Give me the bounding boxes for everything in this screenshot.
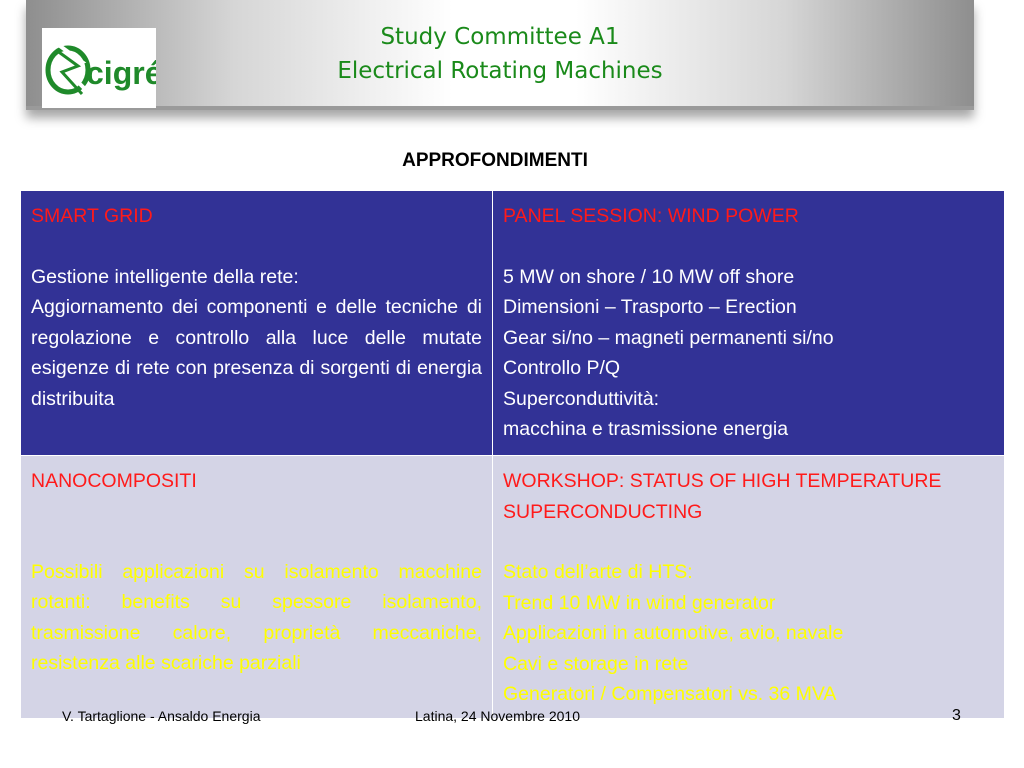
cell-line: Stato dell’arte di HTS: [503,561,693,583]
cell-wind-power [493,191,1005,456]
table-row [21,191,1005,456]
cell-line: Generatori / Compensatori vs. 36 MVA [503,683,837,705]
cell-line: Trend 10 MW in wind generator [503,591,776,614]
cell-line: 5 MW on shore / 10 MW off shore [503,265,795,288]
cell-line: Applicazioni in automotive, avio, navale [503,622,844,644]
cell-heading: PANEL SESSION: WIND POWER [503,205,799,227]
cell-heading: NANOCOMPOSITI [31,470,197,492]
cell-heading: WORKSHOP: STATUS OF HIGH TEMPERATURE SUPERCONDUCTING [503,470,942,523]
cell-line: Superconduttività: [503,387,660,410]
footer-author: V. Tartaglione - Ansaldo Energia [62,708,261,724]
cell-line: Gear si/no – magneti permanenti si/no [503,326,834,349]
table-row [21,456,1005,719]
cigre-logo [42,28,156,108]
title-line-2: Electrical Rotating Machines [337,58,663,84]
cell-heading: SMART GRID [31,205,153,227]
cell-workshop [493,456,1005,719]
cell-body: Possibili applicazioni su isolamento macchine rotanti: benefits su spessore isolamento, trasmissione calore, proprietà meccaniche, resistenza alle scariche parziali [31,560,482,674]
svg-text:cigré: cigré [86,55,156,91]
cell-line: Dimensioni – Trasporto – Erection [503,296,797,318]
cell-nanocompositi [21,456,493,719]
cell-line: Cavi e storage in rete [503,652,689,675]
topics-table [20,190,1005,719]
footer-place-date: Latina, 24 Novembre 2010 [415,708,580,724]
cell-body: Aggiornamento dei componenti e delle tecniche di regolazione e controllo alla luce delle mutate esigenze di rete con presenza di sorgenti di energia distribuita [31,296,482,410]
cell-line: macchina e trasmissione energia [503,418,789,440]
page-number: 3 [952,707,961,724]
cell-subheading: Gestione intelligente della rete: [31,265,299,288]
title-line-1: Study Committee A1 [380,24,620,50]
section-heading: APPROFONDIMENTI [402,150,588,171]
cell-smart-grid [21,191,493,456]
header-band [26,0,974,110]
cell-line: Controllo P/Q [503,357,621,379]
